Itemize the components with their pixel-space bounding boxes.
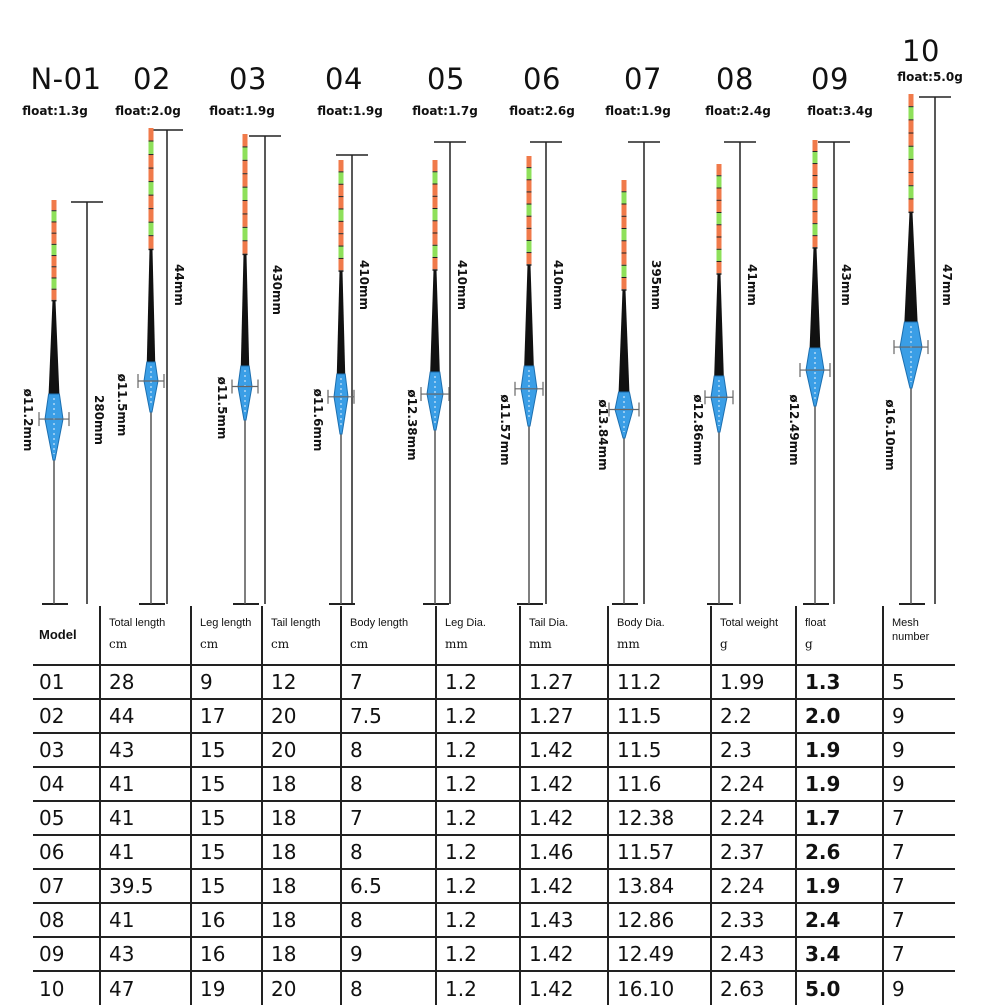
float-tip-segment [149,155,154,168]
table-cell: 1.2 [436,767,520,801]
float-tip-segment [527,180,532,191]
float-tip-segment [243,147,248,159]
table-cell: 2.37 [711,835,796,869]
float-tip-segment [339,259,344,270]
float-tip-segment [622,217,627,228]
table-cell: 12.38 [608,801,711,835]
float-tip-segment [622,229,627,240]
float-tip-segment [339,247,344,258]
float-tip-segment [149,209,154,222]
column-header-label: Body Dia. [617,617,665,629]
float-tip-segment [909,147,914,159]
column-header-label: Leg length [200,617,252,629]
float-length-label: 410mm [455,259,469,311]
float-length-label: 44mm [172,264,186,306]
table-cell: 06 [39,840,65,864]
float-diameter-label: ø11.5mm [115,373,129,437]
float-tip-segment [813,140,818,151]
float-tip-segment [717,213,722,224]
table-cell: 1.2 [436,733,520,767]
float-diameter-label: ø12.86mm [691,394,705,466]
float-tip-segment [909,94,914,106]
float-tip-segment [909,160,914,172]
float-neck [714,274,724,376]
table-cell: 5 [883,665,955,699]
table-cell: 9 [191,665,262,699]
float-tip-segment [149,128,154,141]
table-cell: 19 [191,971,262,1005]
float-tip-segment [243,201,248,213]
float-tip-segment [433,184,438,195]
float-diameter-label: ø11.5mm [215,376,229,440]
float-neck [337,271,345,374]
table-cell: 3.4 [796,937,883,971]
float-tip-segment [149,223,154,236]
float-tip-segment [149,236,154,249]
column-unit: g [720,637,728,651]
float-tip-segment [433,233,438,244]
float-tip-segment [717,250,722,261]
table-cell: 28 [100,665,191,699]
float-tip-segment [339,172,344,183]
float-tip-segment [527,229,532,240]
table-cell: 1.42 [520,767,608,801]
float-length-label: 410mm [551,259,565,311]
float-tip-segment [243,174,248,186]
column-unit: cm [271,637,290,651]
table-cell: 7 [341,801,436,835]
table-cell: 2.6 [796,835,883,869]
float-tip-segment [339,222,344,233]
table-cell: 2.33 [711,903,796,937]
table-cell: 1.42 [520,971,608,1005]
column-unit: cm [200,637,219,651]
float-model-number: 06 [523,62,561,96]
column-unit: cm [109,637,128,651]
float-tip-segment [717,225,722,236]
float-model-number: 03 [229,62,267,96]
table-cell: 04 [39,772,65,796]
table-row [33,937,955,971]
float-model-number: 08 [716,62,754,96]
table-cell: 15 [191,733,262,767]
float-neck [49,301,60,394]
column-unit: mm [617,637,640,651]
column-header-label: Total length [109,617,166,629]
float-model-number: 07 [624,62,662,96]
column-unit: mm [529,637,552,651]
table-cell: 47 [100,971,191,1005]
float-tip-segment [52,245,57,255]
float-tip-segment [433,209,438,220]
float-neck [619,290,630,392]
table-cell: 7 [883,869,955,903]
table-cell: 11.6 [608,767,711,801]
float-tip-segment [339,234,344,245]
table-cell: 18 [262,903,341,937]
float-diameter-label: ø12.49mm [787,394,801,466]
table-cell: 03 [39,738,65,762]
float-diameter-label: ø11.57mm [498,394,512,466]
table-cell: 8 [341,835,436,869]
float-weight-label: float:1.9g [605,104,671,118]
float-tip-segment [813,236,818,247]
float-tip-segment [433,172,438,183]
float-tip-segment [527,253,532,264]
table-cell: 5.0 [796,971,883,1005]
float-tip-segment [339,160,344,171]
table-cell: 11.5 [608,699,711,733]
float-neck [524,265,534,366]
float-length-label: 410mm [357,259,371,311]
table-cell: 2.4 [796,903,883,937]
table-cell: 9 [883,733,955,767]
table-cell: 6.5 [341,869,436,903]
table-cell: 1.42 [520,937,608,971]
column-header [711,606,796,665]
table-cell: 18 [262,835,341,869]
column-header [191,606,262,665]
column-header [100,606,191,665]
table-cell: 9 [883,971,955,1005]
float-tip-segment [243,241,248,253]
table-cell: 1.27 [520,699,608,733]
table-body [33,665,955,1005]
table-cell: 7 [883,801,955,835]
float-tip-segment [717,237,722,248]
float-model-number: 04 [325,62,363,96]
table-cell: 1.2 [436,937,520,971]
float-tip-segment [52,200,57,210]
table-cell: 41 [100,835,191,869]
float-model-number: N-01 [30,62,102,96]
float-neck [241,255,249,366]
table-cell: 2.24 [711,801,796,835]
float-diameter-label: ø11.6mm [311,388,325,452]
float-weight-label: float:3.4g [807,104,873,118]
table-cell: 12 [262,665,341,699]
column-header-label: Total weight [720,617,779,629]
float-weight-label: float:1.9g [209,104,275,118]
table-cell: 1.42 [520,869,608,903]
float-weight-label: float:2.4g [705,104,771,118]
float-tip-segment [433,197,438,208]
table-cell: 1.27 [520,665,608,699]
float-tip-segment [433,258,438,269]
table-cell: 20 [262,699,341,733]
float-neck [430,270,440,372]
float-length-label: 41mm [745,264,759,306]
float-tip-segment [813,164,818,175]
column-header-label: Leg Dia. [445,617,486,629]
float-tip-segment [243,214,248,226]
table-cell: 43 [100,937,191,971]
table-cell: 20 [262,971,341,1005]
float-tip-segment [149,169,154,182]
float-tip-segment [813,176,818,187]
float-tip-segment [717,164,722,175]
table-cell: 9 [883,699,955,733]
table-cell: 12.49 [608,937,711,971]
table-header-row [33,606,955,665]
table-cell: 1.9 [796,767,883,801]
float-tip-segment [339,209,344,220]
table-cell: 7 [883,937,955,971]
table-cell: 07 [39,874,65,898]
float-weight-label: float:2.6g [509,104,575,118]
float-body [711,376,727,432]
float-diameter-label: ø16.10mm [883,399,897,471]
table-cell: 1.42 [520,801,608,835]
float-tip-segment [813,152,818,163]
table-cell: 41 [100,903,191,937]
float-tip-segment [243,134,248,146]
table-cell: 02 [39,704,65,728]
float-weight-label: float:1.9g [317,104,383,118]
table-cell: 16 [191,937,262,971]
table-cell: 2.0 [796,699,883,733]
table-cell: 44 [100,699,191,733]
table-cell: 16 [191,903,262,937]
column-header-label: Tail Dia. [529,617,569,629]
float-tip-segment [909,134,914,146]
float-model-number: 02 [133,62,171,96]
table-cell: 1.9 [796,869,883,903]
table-cell: 1.42 [520,733,608,767]
table-row [33,699,955,733]
table-cell: 18 [262,869,341,903]
float-tip-segment [909,186,914,198]
float-tip-segment [243,228,248,240]
float-tip-segment [52,222,57,232]
float-tip-segment [527,217,532,228]
table-row [33,733,955,767]
float-tip-segment [149,196,154,209]
float-length-label: 43mm [839,264,853,306]
table-cell: 11.5 [608,733,711,767]
table-cell: 7 [883,903,955,937]
table-cell: 12.86 [608,903,711,937]
table-cell: 2.43 [711,937,796,971]
float-tip-segment [433,160,438,171]
float-tip-segment [622,253,627,264]
table-cell: 1.2 [436,971,520,1005]
table-cell: 1.46 [520,835,608,869]
table-cell: 1.43 [520,903,608,937]
table-cell: 11.57 [608,835,711,869]
float-tip-segment [527,168,532,179]
table-cell: 7 [883,835,955,869]
float-tip-segment [813,188,818,199]
table-cell: 1.7 [796,801,883,835]
table-cell: 1.2 [436,699,520,733]
float-weight-label: float:5.0g [897,70,963,84]
table-cell: 11.2 [608,665,711,699]
float-tip-segment [527,192,532,203]
float-tip-segment [433,246,438,257]
table-cell: 8 [341,767,436,801]
float-diameter-label: ø12.38mm [405,389,419,461]
table-row [33,665,955,699]
table-cell: 8 [341,903,436,937]
table-cell: 09 [39,942,65,966]
table-cell: 1.2 [436,869,520,903]
column-header [796,606,883,665]
column-header-label: Tail length [271,617,321,629]
float-tip-segment [717,262,722,273]
float-tip-segment [813,212,818,223]
table-cell: 1.2 [436,835,520,869]
table-cell: 8 [341,733,436,767]
float-tip-segment [52,211,57,221]
table-cell: 05 [39,806,65,830]
table-cell: 20 [262,733,341,767]
table-cell: 7.5 [341,699,436,733]
table-cell: 1.2 [436,665,520,699]
float-tip-segment [433,221,438,232]
column-header [341,606,436,665]
float-diameter-label: ø11.2mm [21,388,35,452]
float-neck [147,250,155,362]
table-cell: 2.2 [711,699,796,733]
table-row [33,869,955,903]
table-row [33,801,955,835]
table-cell: 2.24 [711,767,796,801]
float-tip-segment [527,241,532,252]
float-tip-segment [52,278,57,288]
column-header [436,606,520,665]
table-cell: 16.10 [608,971,711,1005]
float-length-label: 430mm [270,264,284,316]
table-cell: 9 [883,767,955,801]
table-row [33,835,955,869]
table-cell: 18 [262,767,341,801]
float-tip-segment [717,188,722,199]
float-tip-segment [339,185,344,196]
float-neck [810,248,821,348]
table-cell: 1.9 [796,733,883,767]
table-cell: 43 [100,733,191,767]
float-tip-segment [622,204,627,215]
float-model-number: 05 [427,62,465,96]
table-cell: 13.84 [608,869,711,903]
float-tip-segment [527,205,532,216]
float-tip-segment [149,142,154,155]
column-unit: mm [445,637,468,651]
table-cell: 1.2 [436,801,520,835]
table-cell: 39.5 [100,869,191,903]
float-tip-segment [717,201,722,212]
table-cell: 2.24 [711,869,796,903]
table-cell: 15 [191,869,262,903]
float-tip-segment [243,161,248,173]
table-cell: 41 [100,801,191,835]
column-header [520,606,608,665]
float-tip-segment [909,120,914,132]
column-header-label: Mesh number [892,617,930,643]
table-cell: 01 [39,670,65,694]
float-tip-segment [622,180,627,191]
table-cell: 10 [39,976,65,1001]
table-cell: 7 [341,665,436,699]
float-tip-segment [909,107,914,119]
table-cell: 2.3 [711,733,796,767]
float-weight-label: float:2.0g [115,104,181,118]
column-header [608,606,711,665]
float-tip-segment [339,197,344,208]
table-cell: 15 [191,767,262,801]
float-tip-segment [622,241,627,252]
table-cell: 8 [341,971,436,1005]
float-tip-segment [622,266,627,277]
table-cell: 15 [191,835,262,869]
column-header [33,606,100,665]
float-neck [904,213,917,322]
float-tip-segment [813,200,818,211]
float-weight-label: float:1.7g [412,104,478,118]
table-cell: 18 [262,801,341,835]
float-model-number: 09 [811,62,849,96]
float-length-label: 280mm [92,394,106,446]
table-row [33,903,955,937]
float-tip-segment [243,188,248,200]
float-tip-segment [717,176,722,187]
spec-table [33,606,955,1005]
float-tip-segment [909,199,914,211]
table-cell: 1.2 [436,903,520,937]
table-cell: 2.63 [711,971,796,1005]
float-tip-segment [813,224,818,235]
float-tip-segment [52,256,57,266]
column-header-label: Body length [350,617,409,629]
table-row [33,767,955,801]
float-tip-segment [52,267,57,277]
column-header [262,606,341,665]
float-tip-segment [909,173,914,185]
table-cell: 17 [191,699,262,733]
float-length-label: 47mm [940,264,954,306]
float-tip-segment [149,182,154,195]
float-length-label: 395mm [649,259,663,311]
float-tip-segment [527,156,532,167]
table-cell: 9 [341,937,436,971]
float-tip-segment [52,234,57,244]
table-cell: 18 [262,937,341,971]
column-header [883,606,955,665]
table-cell: 1.99 [711,665,796,699]
float-model-number: 10 [902,34,940,68]
float-tip-segment [52,290,57,300]
table-cell: 41 [100,767,191,801]
column-header-label: float [805,617,826,629]
column-unit: g [805,637,813,651]
float-tip-segment [622,278,627,289]
table-cell: 1.3 [796,665,883,699]
column-unit: cm [350,637,369,651]
column-header-label: Model [39,627,77,642]
table-cell: 08 [39,908,65,932]
float-tip-segment [622,192,627,203]
float-diameter-label: ø13.84mm [596,399,610,471]
table-cell: 15 [191,801,262,835]
float-weight-label: float:1.3g [22,104,88,118]
